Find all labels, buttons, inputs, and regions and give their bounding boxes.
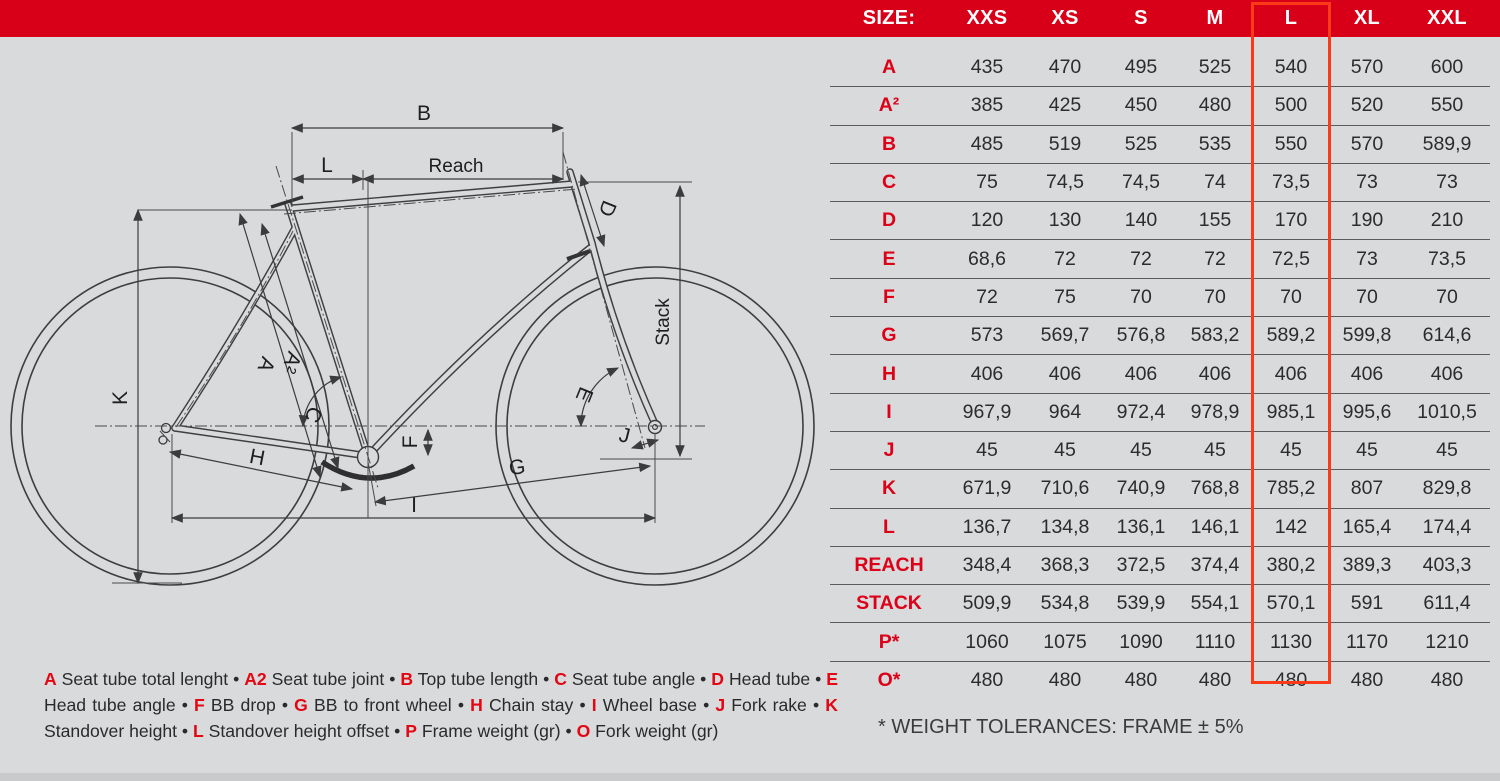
dim-label-c: C [299, 403, 327, 426]
column-header-l: L [1284, 7, 1298, 29]
legend-key: O [576, 720, 591, 741]
table-row [830, 431, 1490, 469]
table-cell: 68,6 [968, 247, 1006, 270]
table-cell: 967,9 [962, 400, 1012, 423]
table-cell: 385 [970, 94, 1004, 117]
table-cell: 210 [1430, 209, 1464, 232]
table-cell: 406 [1350, 362, 1384, 385]
table-cell: 964 [1048, 400, 1082, 423]
table-cell: 480 [1350, 668, 1384, 691]
table-cell: 540 [1274, 56, 1308, 79]
row-label: D [881, 209, 897, 232]
table-cell: 599,8 [1342, 324, 1392, 347]
table-cell: 72 [1054, 247, 1076, 270]
table-cell: 785,2 [1266, 477, 1316, 500]
table-cell: 74,5 [1046, 171, 1084, 194]
table-cell: 155 [1198, 209, 1232, 232]
dim-label-a2: A² [276, 348, 306, 377]
table-cell: 72 [1204, 247, 1226, 270]
legend-key: A [44, 669, 57, 689]
table-cell: 535 [1198, 132, 1232, 155]
column-header-xs: XS [1051, 7, 1079, 29]
table-cell: 45 [1204, 439, 1226, 462]
table-body [830, 49, 1490, 699]
table-cell: 550 [1430, 94, 1464, 117]
table-cell: 406 [970, 362, 1004, 385]
row-label: K [881, 477, 897, 500]
table-cell: 45 [1130, 439, 1152, 462]
table-cell: 74 [1204, 171, 1226, 194]
table-cell: 70 [1356, 285, 1378, 308]
table-row [830, 546, 1490, 584]
column-header-xxs: XXS [966, 7, 1008, 29]
table-cell: 372,5 [1116, 554, 1166, 576]
table-cell: 406 [1274, 362, 1308, 385]
table-cell: 73 [1436, 171, 1458, 194]
table-cell: 570 [1350, 132, 1384, 155]
legend-key: K [825, 694, 838, 715]
table-cell: 570,1 [1266, 592, 1316, 615]
table-cell: 73 [1356, 247, 1378, 270]
row-label: I [886, 400, 892, 423]
table-cell: 435 [970, 56, 1004, 79]
dim-label-reach: Reach [428, 156, 484, 177]
dim-label-j: J [616, 423, 633, 449]
table-cell: 509,9 [962, 592, 1012, 615]
table-cell: 583,2 [1190, 324, 1240, 347]
table-cell: 130 [1048, 209, 1082, 232]
table-cell: 450 [1124, 94, 1158, 117]
table-cell: 134,8 [1040, 515, 1090, 538]
table-cell: 75 [1054, 285, 1076, 308]
table-cell: 500 [1274, 94, 1308, 117]
table-cell: 550 [1274, 132, 1308, 155]
table-cell: 45 [1280, 439, 1302, 462]
column-header-xxl: XXL [1427, 7, 1467, 29]
row-label: F [883, 285, 895, 308]
table-cell: 170 [1274, 209, 1308, 232]
column-header-s: S [1134, 7, 1148, 29]
legend-key: I [591, 694, 597, 715]
table-cell: 73,5 [1428, 247, 1466, 270]
table-cell: 406 [1430, 362, 1464, 385]
table-row [830, 49, 1490, 86]
row-label: L [883, 515, 895, 538]
table-cell: 406 [1124, 362, 1158, 385]
table-cell: 368,3 [1040, 554, 1090, 576]
table-cell: 495 [1124, 56, 1158, 79]
table-cell: 480 [1274, 668, 1308, 691]
table-cell: 140 [1124, 209, 1158, 232]
row-label: H [881, 362, 897, 385]
table-cell: 45 [1356, 439, 1378, 462]
table-cell: 480 [1198, 94, 1232, 117]
table-cell: 671,9 [962, 477, 1012, 500]
legend-text: A Seat tube total lenght • A2 Seat tube joint • B Top tube length • C Seat tube angle • D Head tube • E Head tube angle • F BB drop • G BB to front wheel • H Chain stay • I Wheel base • J Fork rake • K Standover height • L Standover height offset • P Frame weight (gr) • O Fork weight (gr) [44, 669, 839, 741]
table-cell: 374,4 [1190, 554, 1240, 576]
dim-label-g: G [507, 455, 527, 480]
size-table-header [830, 0, 1490, 37]
table-cell: 72,5 [1272, 247, 1310, 270]
table-cell: 570 [1350, 56, 1384, 79]
table-cell: 480 [1198, 668, 1232, 691]
table-cell: 972,4 [1116, 400, 1166, 423]
table-cell: 70 [1280, 285, 1302, 308]
legend-key: C [554, 669, 567, 689]
table-cell: 70 [1204, 285, 1226, 308]
table-cell: 406 [1048, 362, 1082, 385]
table-row [830, 393, 1490, 431]
dim-label-l: L [321, 154, 333, 177]
table-row [830, 163, 1490, 201]
table-cell: 70 [1130, 285, 1152, 308]
legend-key: G [294, 694, 308, 715]
table-cell: 45 [1436, 439, 1458, 462]
table-cell: 136,7 [962, 515, 1012, 538]
frame-outline [175, 172, 655, 456]
table-cell: 768,8 [1190, 477, 1240, 500]
table-row [830, 86, 1490, 124]
dim-label-a: A [252, 353, 280, 376]
table-cell: 480 [970, 668, 1004, 691]
row-label: C [881, 171, 897, 194]
row-label: O* [877, 668, 901, 691]
table-cell: 1090 [1119, 630, 1163, 653]
table-row [830, 239, 1490, 277]
dim-label-stack: Stack [653, 298, 674, 346]
row-label: REACH [854, 554, 924, 576]
row-label: E [882, 247, 896, 270]
table-cell: 403,3 [1422, 554, 1472, 576]
table-cell: 72 [1130, 247, 1152, 270]
weight-tolerance-footnote: * WEIGHT TOLERANCES: FRAME ± 5% [878, 716, 1244, 738]
table-row [830, 278, 1490, 316]
table-cell: 600 [1430, 56, 1464, 79]
table-cell: 519 [1048, 132, 1082, 155]
table-cell: 70 [1436, 285, 1458, 308]
table-cell: 73 [1356, 171, 1378, 194]
table-cell: 174,4 [1422, 515, 1472, 538]
legend-key: A2 [244, 669, 267, 689]
legend-key: P [405, 720, 417, 741]
dim-label-i: I [411, 494, 417, 517]
table-row [830, 354, 1490, 392]
table-cell: 985,1 [1266, 400, 1316, 423]
table-cell: 740,9 [1116, 477, 1166, 500]
table-cell: 710,6 [1040, 477, 1090, 500]
row-label: A² [878, 94, 900, 117]
table-cell: 591 [1350, 592, 1384, 615]
dim-label-d: D [593, 197, 621, 220]
legend-key: J [715, 694, 726, 715]
table-cell: 554,1 [1190, 592, 1240, 615]
table-row [830, 622, 1490, 660]
table-cell: 1210 [1425, 630, 1469, 653]
table-cell: 573 [970, 324, 1004, 347]
row-label: B [881, 132, 897, 155]
table-cell: 73,5 [1272, 171, 1310, 194]
legend-key: B [400, 669, 414, 689]
table-cell: 480 [1048, 668, 1082, 691]
table-row [830, 201, 1490, 239]
dim-label-b: B [416, 102, 432, 125]
table-cell: 190 [1350, 209, 1384, 232]
table-cell: 1130 [1270, 630, 1312, 653]
table-cell: 45 [976, 439, 998, 462]
legend-key: D [711, 669, 725, 689]
table-cell: 45 [1054, 439, 1076, 462]
column-header-m: M [1206, 7, 1224, 29]
table-cell: 539,9 [1116, 592, 1166, 615]
table-cell: 75 [976, 171, 998, 194]
table-row [830, 125, 1490, 163]
table-cell: 72 [976, 285, 998, 308]
table-cell: 978,9 [1190, 400, 1240, 423]
table-cell: 569,7 [1040, 324, 1090, 347]
table-cell: 995,6 [1342, 400, 1392, 423]
size-header-label: SIZE: [862, 7, 916, 29]
dim-label-k: K [109, 390, 132, 406]
table-cell: 348,4 [962, 554, 1012, 576]
table-cell: 614,6 [1422, 324, 1472, 347]
table-cell: 1010,5 [1417, 400, 1477, 423]
table-cell: 589,2 [1266, 324, 1316, 347]
table-cell: 1060 [965, 630, 1009, 653]
table-cell: 576,8 [1116, 324, 1166, 347]
table-cell: 136,1 [1116, 515, 1166, 538]
table-cell: 611,4 [1423, 592, 1471, 615]
table-cell: 589,9 [1422, 132, 1472, 155]
table-cell: 485 [970, 132, 1004, 155]
table-cell: 425 [1048, 94, 1082, 117]
table-cell: 380,2 [1266, 554, 1316, 576]
front-dropout [649, 421, 662, 434]
table-cell: 389,3 [1342, 554, 1392, 576]
table-cell: 120 [970, 209, 1004, 232]
table-row [830, 508, 1490, 546]
table-cell: 74,5 [1122, 171, 1160, 194]
table-cell: 520 [1350, 94, 1384, 117]
dim-label-e: E [570, 383, 598, 406]
bottom-strip [0, 773, 1500, 781]
dim-label-f: F [399, 435, 422, 449]
table-row [830, 469, 1490, 507]
table-cell: 480 [1430, 668, 1464, 691]
row-label: P* [878, 630, 900, 653]
table-cell: 165,4 [1342, 515, 1392, 538]
dim-label-h: H [247, 444, 267, 471]
table-row [830, 316, 1490, 354]
table-row [830, 584, 1490, 622]
legend-key: L [192, 720, 204, 741]
row-label: G [881, 324, 897, 347]
table-cell: 525 [1198, 56, 1232, 79]
rear-dropout [159, 424, 171, 445]
legend-key: H [470, 694, 483, 715]
table-cell: 534,8 [1040, 592, 1090, 615]
table-cell: 829,8 [1422, 477, 1472, 500]
table-cell: 142 [1274, 515, 1308, 538]
legend-key: F [194, 694, 205, 715]
table-cell: 1075 [1043, 630, 1087, 653]
table-cell: 146,1 [1190, 515, 1240, 538]
row-label: A [881, 56, 897, 79]
table-row [830, 661, 1490, 699]
table-cell: 807 [1350, 477, 1384, 500]
column-header-xl: XL [1353, 7, 1381, 29]
legend-key: E [826, 669, 839, 689]
table-cell: 406 [1198, 362, 1232, 385]
row-label: STACK [856, 592, 922, 615]
table-cell: 480 [1124, 668, 1158, 691]
row-label: J [883, 439, 895, 462]
table-cell: 1170 [1346, 630, 1388, 653]
table-cell: 525 [1124, 132, 1158, 155]
table-cell: 1110 [1194, 630, 1236, 653]
table-cell: 470 [1048, 56, 1082, 79]
